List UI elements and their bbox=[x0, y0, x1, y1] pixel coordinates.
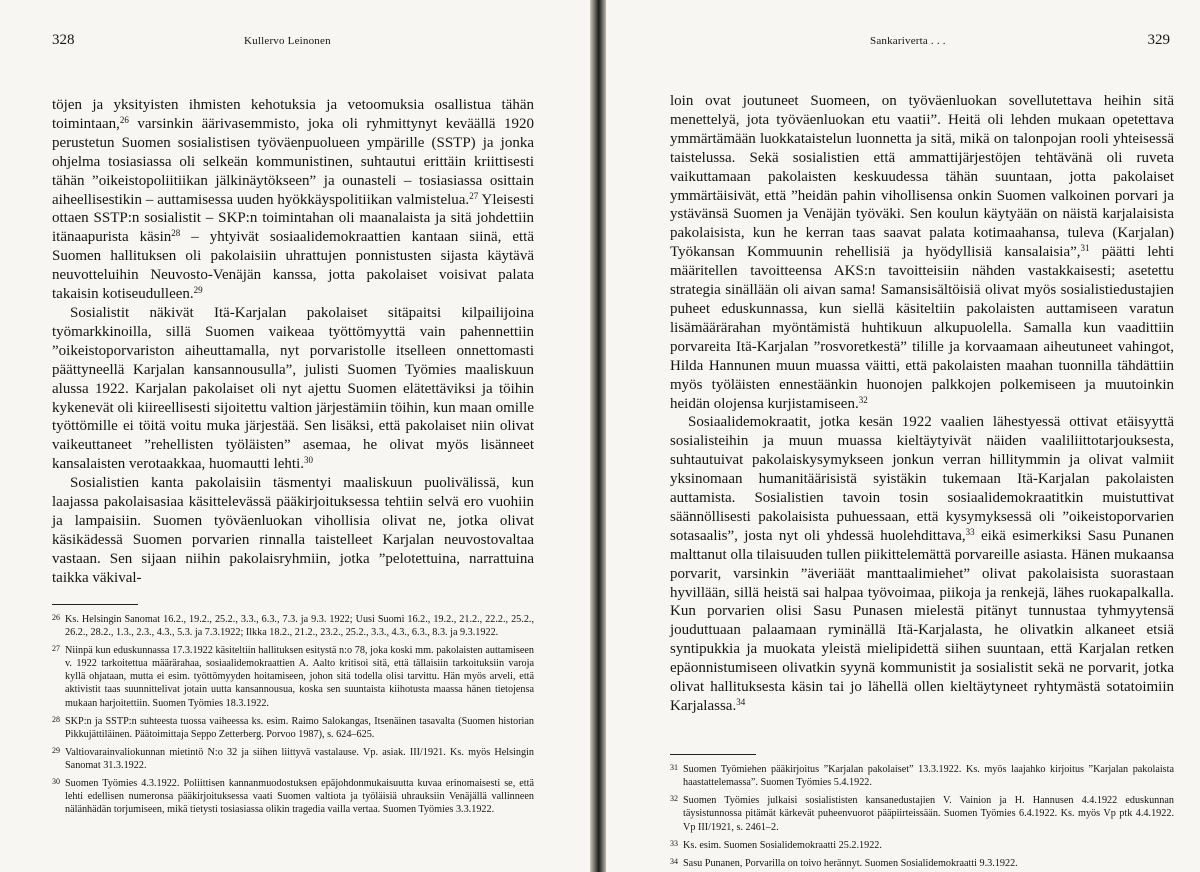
left-body-text bbox=[52, 96, 534, 588]
footnote-ref: 27 bbox=[469, 190, 479, 201]
footnote bbox=[670, 855, 1174, 870]
footnote bbox=[52, 775, 534, 817]
right-paragraph-2 bbox=[670, 413, 1174, 716]
footnote-ref: 26 bbox=[119, 114, 129, 125]
text-run: Sosialistit näkivät Itä-Karjalan pakolaiset sitäpaitsi kilpailijoina työmarkkinoilla, sillä Suomen vaikeaa työttömyyttä vain pahennettiin ”oikeistoporvariston aiheuttamalla, nyt porvaristolle itselleen onnettomasti päättyneellä Karjalan kansannousulla”, julisti Suomen Työmies maaliskuun alussa 1922. Karjalan pakolaiset oli nyt ajettu Suomen elätettäviksi ja töihin kykenevät oli kiireellisesti sijoitettu valtion järjestämiin töihin, kun maan omille työttömille ei töitä voitu muka järjestää. Sen lisäksi, että pakolaiset niin olivat vaikeuttaneet ”rehellisten työläisten” asemaa, he olivat myös lisänneet kansalaisten verotaakkaa, huomautti lehti. bbox=[52, 304, 534, 473]
right-page-number: 329 bbox=[1147, 32, 1170, 48]
footnote bbox=[52, 713, 534, 741]
footnote-ref: 34 bbox=[736, 697, 746, 707]
footnote bbox=[52, 744, 534, 772]
left-footnotes bbox=[52, 611, 534, 817]
footnote-ref: 31 bbox=[1080, 243, 1090, 254]
right-page-header bbox=[670, 0, 1174, 50]
footnote bbox=[670, 792, 1174, 834]
left-page bbox=[0, 0, 590, 872]
footnote-text: Valtiovarainvaliokunnan mietintö N:o 32 ja siihen liittyvä vastalause. Vp. asiak. III/1921. Ks. myös Helsingin Sanomat 31.3.1922. bbox=[65, 746, 534, 771]
left-page-number: 328 bbox=[52, 32, 75, 48]
text-run: – yhtyivät sosiaalidemokraattien kantaan siinä, että Suomen hallituksen oli pakolaisiin uhrattujen ponnistusten sijasta käytävä neuvotteluihin Neuvosto-Venäjän kanssa, jotta pakolaiset voisivat palata takaisin kotiseudulleen. bbox=[52, 229, 534, 303]
footnote-number: 28 bbox=[52, 714, 60, 724]
left-paragraph-1 bbox=[52, 96, 534, 304]
footnote bbox=[670, 837, 1174, 852]
text-run: töjen ja yksityisten ihmisten kehotuksia ja vetoomuksia osallistua tähän toimintaan, bbox=[52, 97, 534, 132]
footnote-number: 34 bbox=[670, 856, 678, 866]
footnote-ref: 32 bbox=[858, 394, 868, 405]
left-paragraph-3: Sosialistien kanta pakolaisiin täsmentyi maaliskuun puolivälissä, kun laajassa pakolaisasiaa käsittelevässä pääkirjoituksessa tehtiin selvä ero vuohiin ja lampaisiin. Suomen työväenluokan vihollisia olivat ne, jotka olivat käsikädessä Suomen porvarien rinnalla taistelleet Karjalan neuvostovaltaa vastaan. Sen sijaan niihin pakolaisryhmiin, jotka ”pelotettuina, narrattuina taikka väkival- bbox=[52, 475, 534, 586]
footnote-text: Suomen Työmiehen pääkirjoitus ”Karjalan pakolaiset” 13.3.1922. Ks. myös laajahko kirjoitus ”Karjalan pakolaista haastattelemassa”. Suomen Työmies 5.4.1922. bbox=[683, 763, 1174, 789]
footnote-text: Niinpä kun eduskunnassa 17.3.1922 käsiteltiin hallituksen esitystä n:o 78, joka koski mm. pakolaisten auttamiseen v. 1922 tarkoitettua määrärahaa, sosiaalidemokraattien A. Aalto kritisoi sitä, että tällaisiin tarkoituksiin varoja kyllä ohjataan, mutta ei esim. työttömyyden hoitamiseen, johon sitä todella olisi tarvittu. Hän myös arveli, että aktivistit taas suunnittelivat jotain uutta kansannousua, koska sen suuntaista kiihotusta maassa hänen tietojensa mukaan harjoitettiin. Suomen Työmies 18.3.1922. bbox=[65, 644, 534, 709]
text-run: eikä esimerkiksi Sasu Punanen malttanut olla tilaisuuden tullen piikittelemättä porvareille asiasta. Hänen mukaansa porvarit, varsinkin ”äveriäät manttaalimiehet” olivat pakolaisista suorastaan hyvillään, sillä heistä sai halpaa työvoimaa, piikoja ja renkejä, lähes ruokapalkalla. Kun porvarien olisi Sasu Punasen mielestä pitänyt tunnustaa tyhmyytensä jouduttuaan palaamaan ryminällä Itä-Karjalasta, he olivatkin alkaneet etsiä syntipukkia ja muokata yleistä mielipidettä siihen suuntaan, että Karjalan retken epäonnistumiseen olivatkin syynä kommunistit ja sosialistit sekä ne porvarit, jotka olivat hallituksesta käsin tai jo lähellä ollen kieltäytyneet ryhtymästä sotatoimiin Karjalassa. bbox=[670, 527, 1174, 714]
footnote-text: Suomen Työmies 4.3.1922. Poliittisen kannanmuodostuksen epäjohdonmukaisuutta kuvaa erinomaisesti se, että lehti edellisen numeronsa pääkirjoituksessa vaati Suomen valtiota ja työläisiä uhrauksiin Venäjällä vallinneen nälänhädän torjumiseen, mikä tietysti tosiasiassa olikin tragedia vailla vertaa. Suomen Työmies 3.3.1922. bbox=[65, 777, 534, 816]
right-paragraph-1 bbox=[670, 92, 1174, 413]
footnote-number: 30 bbox=[52, 776, 60, 786]
footnote-number: 33 bbox=[670, 838, 678, 848]
text-run: varsinkin äärivasemmisto, joka oli ryhmittynyt keväällä 1920 perustetun Suomen sosialistisen työväenpuolueen ympärille (SSTP) ja jonka ohjelma tosiasiassa oli selkeän kommunistinen, suhtautui erittäin kriittisesti tähän ”oikeistopoliitiikan jälkinäytökseen” ja ounasteli – tosiasiassa osittain aiheellisestikin – auttamisessa uuden hyökkäyspolitiikan valmistelua. bbox=[52, 115, 534, 208]
left-page-header bbox=[52, 0, 534, 50]
footnote-text: Sasu Punanen, Porvarilla on toivo herännyt. Suomen Sosialidemokraatti 9.3.1922. bbox=[683, 857, 1018, 869]
footnote-number: 31 bbox=[670, 762, 678, 772]
right-body-text bbox=[670, 92, 1174, 716]
right-footnotes bbox=[670, 761, 1174, 870]
footnote-text: Ks. esim. Suomen Sosialidemokraatti 25.2.1922. bbox=[683, 839, 882, 851]
footnote-divider bbox=[670, 754, 756, 755]
footnote-text: Ks. Helsingin Sanomat 16.2., 19.2., 25.2., 3.3., 6.3., 7.3. ja 9.3. 1922; Uusi Suomi 16.2., 19.2., 21.2., 22.2., 25.2., 26.2., 28.2., 1.3., 2.3., 4.3., 5.3. ja 7.3.1922; Ilkka 18.2., 21.2., 23.2., 25.2., 3.3., 4.3., 6.3., 8.3. ja 9.3.1922. bbox=[65, 613, 534, 638]
left-running-head: Kullervo Leinonen bbox=[244, 35, 331, 47]
footnote-text: Suomen Työmies julkaisi sosialististen kansanedustajien V. Vainion ja H. Hannusen 4.4.1922 eduskunnan täysistunnossa pitämät kärkevät puheenvuorot pääpiirteissään. Suomen Työmies 6.4.1922. Ks. myös Vp ptk 4.4.1922. Vp III/1921, s. 2461–2. bbox=[683, 795, 1174, 833]
left-paragraph-2 bbox=[52, 304, 534, 474]
footnote-number: 32 bbox=[670, 794, 678, 804]
text-run: loin ovat joutuneet Suomeen, on työväenluokan sovellutettava heihin sitä menettelyä, jota työväenluokan etu vaatii”. Heitä oli lehden mukaan opetettava ymmärtämään luokkataistelun luonnetta ja sitä, mikä on talonpojan rooli yhteisessä taistelussa. Sekä sosialistien että ammattijärjestöjen tehtävänä oli ruveta vaikuttamaan pakolaisten keskuudessa tähän suuntaan, jotta pakolaiset ymmärtäisivät, että ”heidän pahin vihollisensa onkin Suomen valkoinen porvari ja ystävänsä Suomen ja Venäjän työväki. Sen koulun käytyään on näistä karjalaisista pakolaisista, kun he kerran taas saavat palata kotimaahansa, tuleva (Karjalan) Työkansan Kommuunin rehellisiä ja hyödyllisiä kansalaisia”, bbox=[670, 93, 1174, 261]
text-run: Yleisesti ottaen SSTP:n sosialistit – SKP:n toimintahan oli maanalaista ja sitä johdettiin itänaapurista käsin bbox=[52, 191, 534, 246]
footnote bbox=[52, 642, 534, 710]
footnote-text: SKP:n ja SSTP:n suhteesta tuossa vaiheessa ks. esim. Raimo Salokangas, Itsenäinen tasavalta (Suomen historian Pikkujättiläinen. Päätoimittaja Seppo Zetterberg. Porvoo 1987), s. 624–625. bbox=[65, 715, 534, 740]
footnote-number: 29 bbox=[52, 745, 60, 755]
footnote-ref: 30 bbox=[304, 455, 313, 466]
text-run: päätti lehti määritellen tavoitteensa AKS:n tavoitteisiin nähden vastakkaisesti; asetettu strategia sinällään oli aivan sama! Samansisältöisiä olivat myös sosialistiedustajien puheet eduskunnassa, kun siellä käsiteltiin pakolaisten auttamiseen varatun lisämäärärahan myöntämistä huhtikuun alkupuolella. Samalla kun vaadittiin porvareita Itä-Karjalan ”rosvoretkestä” tilille ja korvaamaan aiheutuneet vahingot, Hilda Hannunen muun muassa väitti, että pakolaisten maahan tuonnilla tähdättiin myös työläisten ennestäänkin huonojen palkkojen polkemiseen ja muutoinkin heidän olojensa kurjistamiseen. bbox=[670, 244, 1174, 412]
book-spine bbox=[590, 0, 606, 872]
right-page bbox=[606, 0, 1200, 872]
footnote bbox=[670, 761, 1174, 789]
footnote-ref: 33 bbox=[965, 526, 975, 537]
footnote-ref: 29 bbox=[193, 285, 203, 296]
text-run: Sosiaalidemokraatit, jotka kesän 1922 vaalien lähestyessä ottivat etäisyyttä sosialisteihin ja muun muassa kieltäytyivät näiden vaaliliittotarjouksesta, suhtautuivat pakolaiskysymykseen jonkun verran hillitymmin ja olivat valmiit yksinomaan humanitäärisistä syistäkin tukemaan Itä-Karjalan pakolaisten auttamista. Sosialistien tavoin tosin sosiaalidemokraatitkin muistuttivat säännöllisesti pakolaisista puhuessaan, että kysymyksessä oli ”oikeistoporvarien sotasaalis”, josta nyt oli yhdessä huolehdittava, bbox=[670, 414, 1174, 544]
footnote-number: 27 bbox=[52, 643, 60, 653]
footnote-number: 26 bbox=[52, 612, 60, 622]
right-running-head: Sankariverta . . . bbox=[870, 35, 946, 47]
footnote-ref: 28 bbox=[171, 228, 181, 239]
footnote-divider bbox=[52, 604, 138, 605]
footnote bbox=[52, 611, 534, 639]
